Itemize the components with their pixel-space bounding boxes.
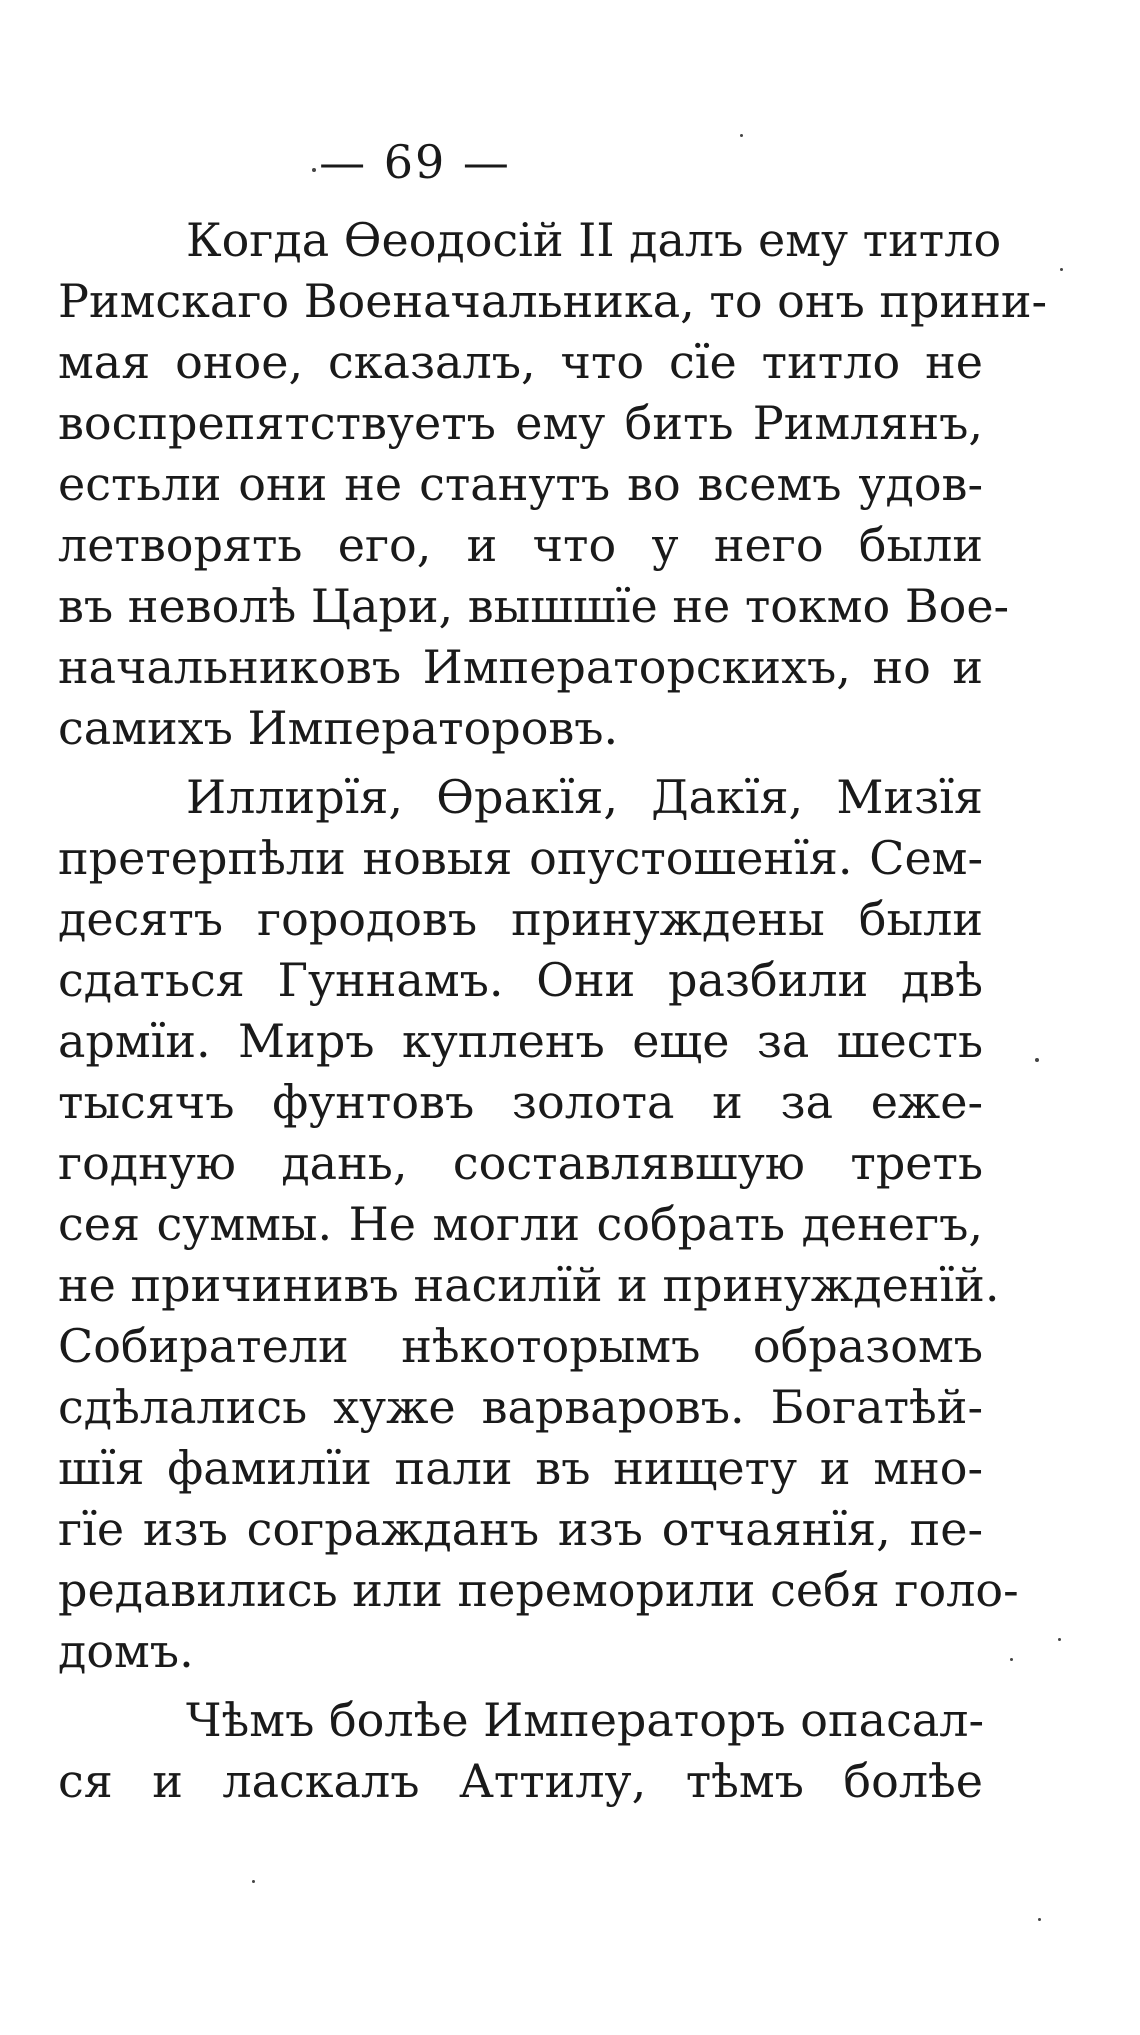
text-line: гїе изъ согражданъ изъ отчаянїя, пе- — [58, 1502, 983, 1556]
text-line: Чѣмъ болѣе Императоръ опасал- — [186, 1693, 985, 1747]
text-line: сдаться Гуннамъ. Они разбили двѣ — [58, 953, 983, 1007]
paragraph-gap — [58, 759, 983, 767]
text-line: естьли они не станутъ во всемъ удов- — [58, 457, 983, 511]
text-line: ся и ласкалъ Аттилу, тѣмъ болѣе — [58, 1754, 983, 1808]
text-line: домъ. — [58, 1624, 194, 1678]
scan-speck — [252, 1880, 255, 1883]
text-line: Иллирїя, Ѳракїя, Дакїя, Мизїя — [186, 770, 983, 824]
text-line: мая оное, сказалъ, что сїе титло не — [58, 335, 983, 389]
text-line: сдѣлались хуже варваровъ. Богатѣй- — [58, 1380, 983, 1434]
text-line: Римскаго Военачальника, то онъ прини- — [58, 274, 1048, 328]
text-line: тысячъ фунтовъ золота и за еже- — [58, 1075, 983, 1129]
page-number: — 69 — — [319, 135, 511, 189]
scan-speck — [1038, 1918, 1041, 1921]
text-line: не причинивъ насилїй и принужденїй. — [58, 1258, 1000, 1312]
text-line: воспрепятствуетъ ему бить Римлянъ, — [58, 396, 983, 450]
text-line: шїя фамилїи пали въ нищету и мно- — [58, 1441, 983, 1495]
text-line: армїи. Миръ купленъ еще за шесть — [58, 1014, 983, 1068]
text-line: сея суммы. Не могли собрать денегъ, — [58, 1197, 983, 1251]
scan-speck — [740, 134, 743, 137]
text-line: годную дань, составлявшую треть — [58, 1136, 983, 1190]
paragraph-2 — [58, 767, 1019, 1682]
text-line: претерпѣли новыя опустошенїя. Сем- — [58, 831, 983, 885]
text-line: начальниковъ Императорскихъ, но и — [58, 640, 983, 694]
text-line: десятъ городовъ принуждены были — [58, 892, 983, 946]
text-line: редавились или переморили себя голо- — [58, 1563, 1019, 1617]
text-line: самихъ Императоровъ. — [58, 701, 619, 755]
scan-speck — [1010, 1658, 1013, 1661]
text-line: летворять его, и что у него были — [58, 518, 983, 572]
paragraph-gap — [58, 1682, 983, 1690]
scan-speck — [1035, 1058, 1039, 1062]
scan-speck — [312, 168, 316, 172]
text-line: въ неволѣ Цари, вышшїе не токмо Вое- — [58, 579, 1010, 633]
body-text — [58, 210, 1048, 1812]
text-line: Собиратели нѣкоторымъ образомъ — [58, 1319, 983, 1373]
paragraph-1 — [58, 210, 1048, 759]
paragraph-3 — [58, 1690, 983, 1812]
scan-speck — [1058, 1638, 1061, 1641]
scan-speck — [1060, 268, 1063, 271]
text-line: Когда Ѳеодосій II далъ ему титло — [186, 213, 1002, 267]
